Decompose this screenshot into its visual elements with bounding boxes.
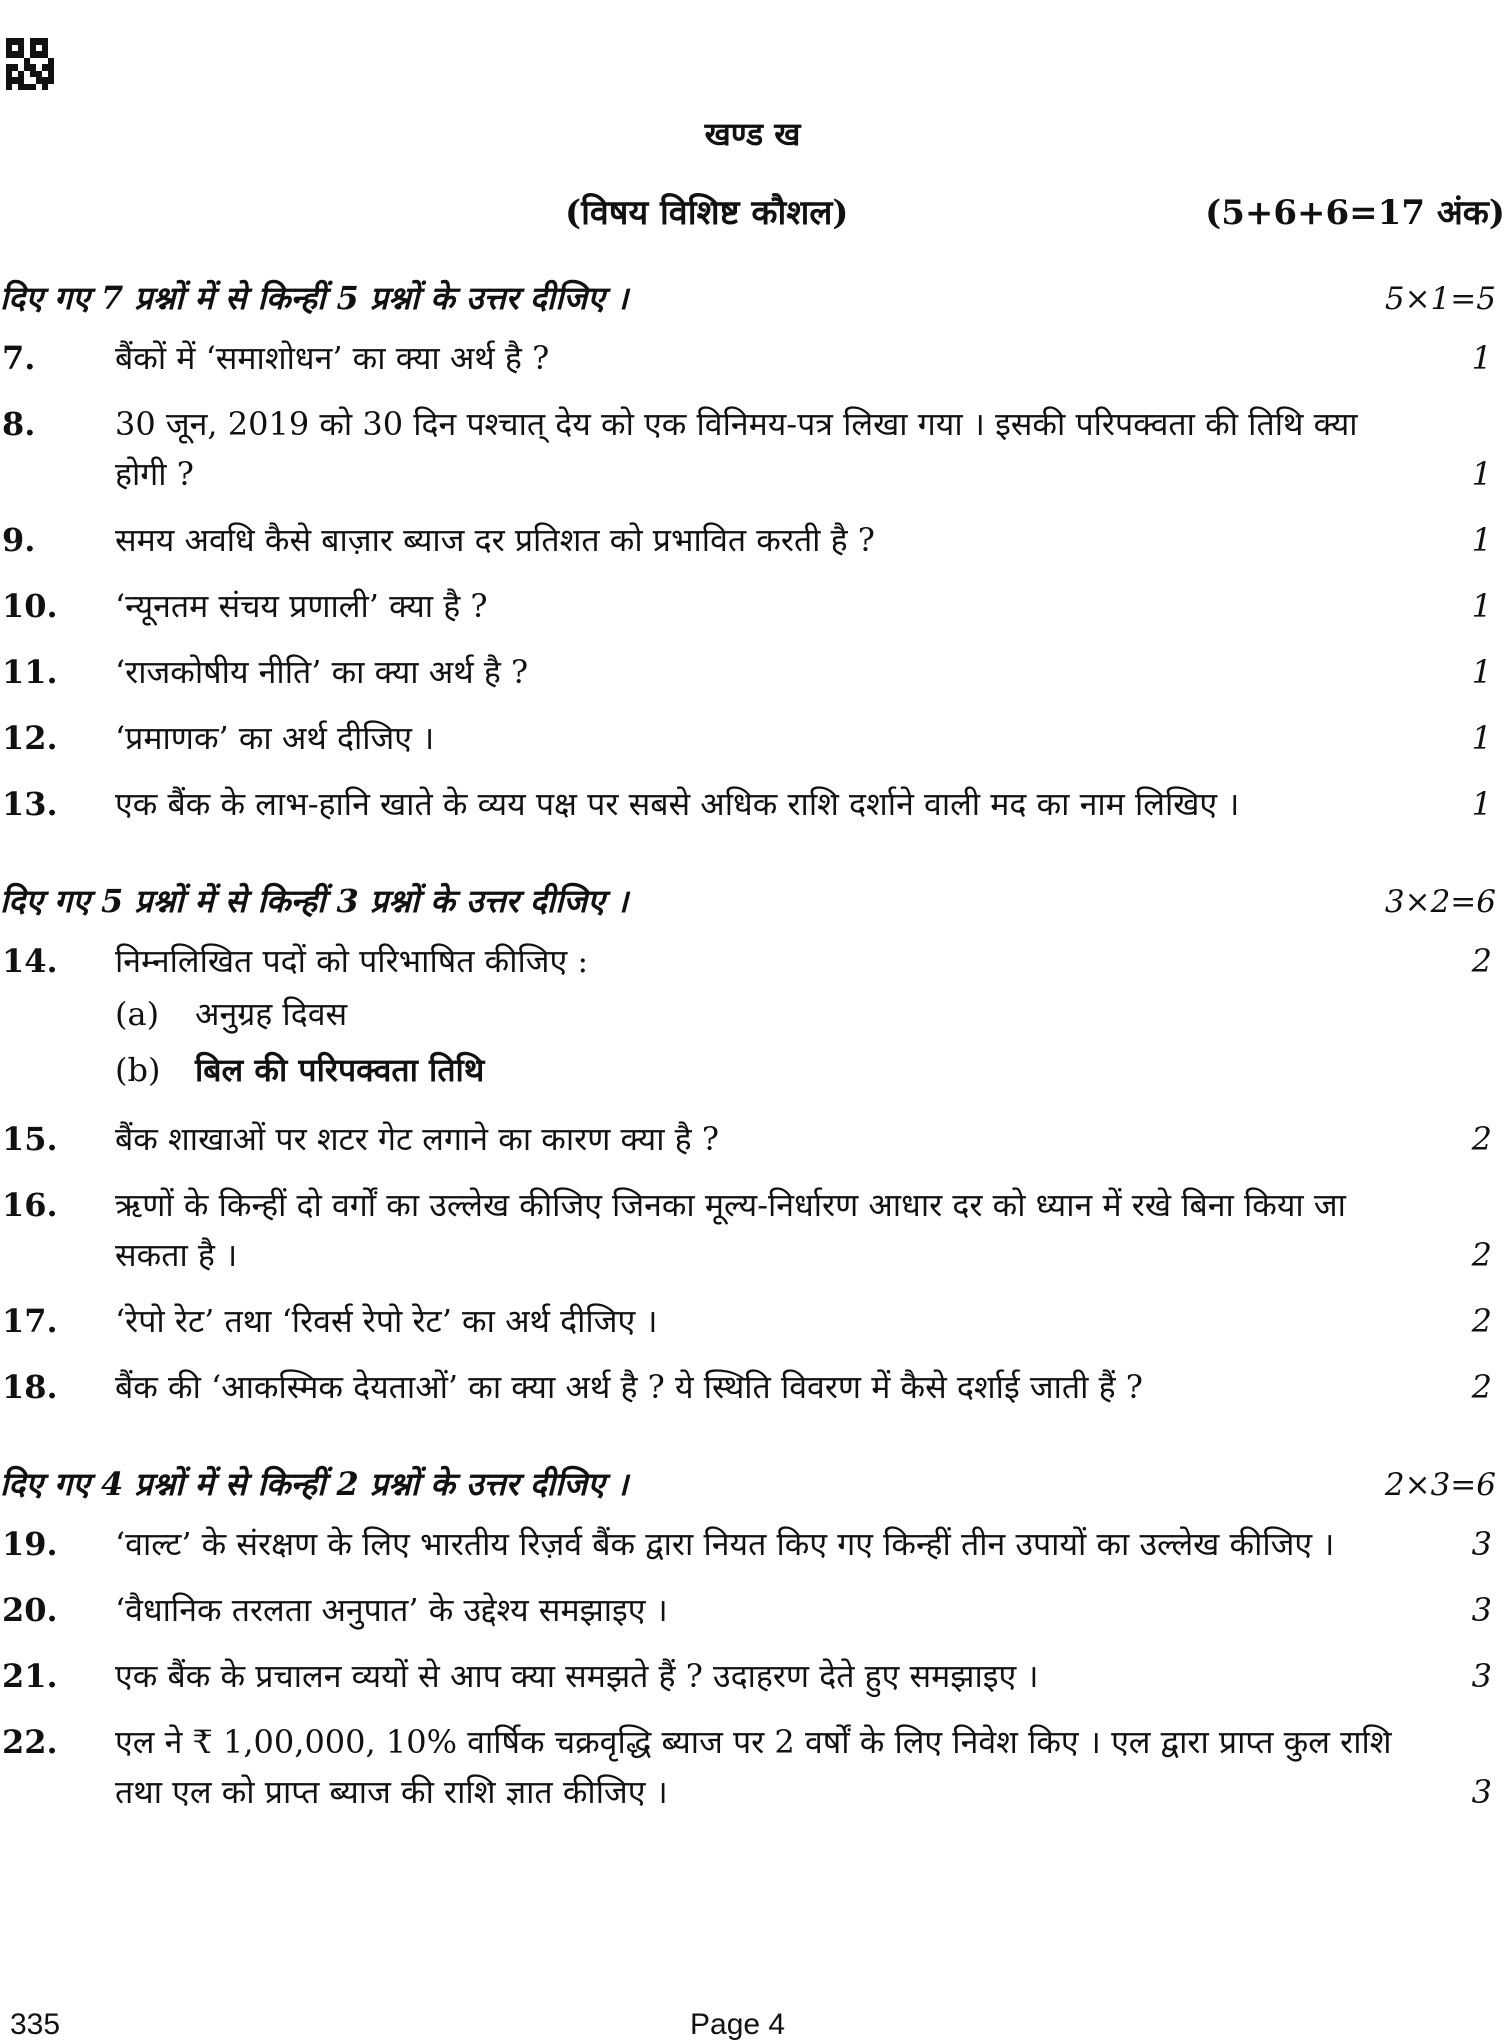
question-number: 17. [2, 1302, 58, 1340]
question-item [0, 515, 1500, 565]
question-mark: 3 [1471, 1591, 1492, 1629]
question-number: 21. [2, 1657, 58, 1695]
question-text: ‘न्यूनतम संचय प्रणाली’ क्या है ? [115, 587, 488, 625]
question-mark: 1 [1471, 785, 1492, 823]
question-mark: 1 [1471, 587, 1492, 625]
question-item [0, 1717, 1500, 1817]
question-number: 9. [2, 521, 36, 559]
question-item [0, 581, 1500, 631]
question-mark: 1 [1471, 653, 1492, 691]
question-text: बैंकों में ‘समाशोधन’ का क्या अर्थ है ? [115, 339, 550, 377]
question-text: एक बैंक के प्रचालन व्ययों से आप क्या समझते हैं ? उदाहरण देते हुए समझाइए । [115, 1657, 1039, 1695]
question-number: 12. [2, 719, 58, 757]
question-mark: 3 [1471, 1773, 1492, 1811]
question-number: 19. [2, 1525, 58, 1563]
question-mark: 1 [1471, 521, 1492, 559]
sub-question [0, 986, 1500, 1042]
question-mark: 1 [1471, 339, 1492, 377]
question-number: 13. [2, 785, 58, 823]
question-mark: 2 [1471, 1120, 1492, 1158]
group-instruction [0, 276, 1500, 319]
question-number: 7. [2, 339, 36, 377]
question-mark: 3 [1471, 1657, 1492, 1695]
question-number: 18. [2, 1368, 58, 1406]
question-mark: 1 [1471, 455, 1492, 493]
marks-allocation: 5×1=5 [1384, 281, 1496, 317]
question-item [0, 399, 1500, 499]
question-number: 10. [2, 587, 58, 625]
question-number: 8. [2, 405, 36, 443]
question-text: बैंक शाखाओं पर शटर गेट लगाने का कारण क्या है ? [115, 1120, 719, 1158]
question-item [0, 333, 1500, 383]
question-number: 16. [2, 1186, 58, 1224]
question-item [0, 713, 1500, 763]
instruction-text: दिए गए 4 प्रश्नों में से किन्हीं 2 प्रश्नों के उत्तर दीजिए । [0, 1465, 629, 1503]
total-marks: (5+6+6=17 अंक) [1205, 193, 1505, 233]
question-item [0, 647, 1500, 697]
instruction-text: दिए गए 5 प्रश्नों में से किन्हीं 3 प्रश्नों के उत्तर दीजिए । [0, 882, 629, 920]
question-text: ‘वाल्ट’ के संरक्षण के लिए भारतीय रिज़र्व बैंक द्वारा नियत किए गए किन्हीं तीन उपायों का उल्लेख कीजिए । [115, 1525, 1335, 1563]
question-mark: 2 [1471, 942, 1492, 980]
question-mark: 2 [1471, 1236, 1492, 1274]
instruction-text: दिए गए 7 प्रश्नों में से किन्हीं 5 प्रश्नों के उत्तर दीजिए । [0, 279, 629, 317]
sub-question-label: (b) [115, 1051, 161, 1089]
question-text: ऋणों के किन्हीं दो वर्गों का उल्लेख कीजिए जिनका मूल्य-निर्धारण आधार दर को ध्यान में रखे बिना किया जा सकता है । [115, 1186, 1346, 1274]
group-instruction [0, 1462, 1500, 1505]
sub-question-label: (a) [115, 995, 160, 1033]
question-item [0, 1114, 1500, 1164]
question-mark: 1 [1471, 719, 1492, 757]
group-instruction [0, 879, 1500, 922]
question-number: 15. [2, 1120, 58, 1158]
qr-code-icon [6, 38, 54, 90]
question-text: 30 जून, 2019 को 30 दिन पश्चात् देय को एक विनिमय-पत्र लिखा गया । इसकी परिपक्वता की तिथि क्या होगी ? [115, 405, 1358, 493]
question-item [0, 1651, 1500, 1701]
question-text: समय अवधि कैसे बाज़ार ब्याज दर प्रतिशत को प्रभावित करती है ? [115, 521, 875, 559]
question-text: ‘राजकोषीय नीति’ का क्या अर्थ है ? [115, 653, 529, 691]
question-mark: 2 [1471, 1302, 1492, 1340]
question-item [0, 1180, 1500, 1280]
question-number: 20. [2, 1591, 58, 1629]
question-item [0, 936, 1500, 986]
question-text: ‘वैधानिक तरलता अनुपात’ के उद्देश्य समझाइए । [115, 1591, 668, 1629]
paper-code: 335 [10, 2008, 61, 2041]
question-item [0, 1519, 1500, 1569]
question-item [0, 1585, 1500, 1635]
question-text: एल ने ₹ 1,00,000, 10% वार्षिक चक्रवृद्धि ब्याज पर 2 वर्षों के लिए निवेश किए । एल द्वारा प्राप्त कुल राशि तथा एल को प्राप्त ब्याज की राशि ज्ञात कीजिए । [115, 1723, 1392, 1811]
question-text: एक बैंक के लाभ-हानि खाते के व्यय पक्ष पर सबसे अधिक राशि दर्शाने वाली मद का नाम लिखिए । [115, 785, 1240, 823]
question-mark: 2 [1471, 1368, 1492, 1406]
page-number: Page 4 [690, 2008, 786, 2041]
marks-allocation: 3×2=6 [1384, 884, 1496, 920]
sub-question [0, 1042, 1500, 1098]
question-number: 14. [2, 942, 58, 980]
question-number: 11. [2, 653, 58, 691]
sub-question-text: अनुग्रह दिवस [195, 995, 348, 1033]
question-text: ‘रेपो रेट’ तथा ‘रिवर्स रेपो रेट’ का अर्थ दीजिए । [115, 1302, 658, 1340]
question-item [0, 1296, 1500, 1346]
section-subtitle: (विषय विशिष्ट कौशल) [565, 193, 849, 233]
question-item [0, 779, 1500, 829]
question-list [0, 276, 1500, 1833]
question-mark: 3 [1471, 1525, 1492, 1563]
question-text: बैंक की ‘आकस्मिक देयताओं’ का क्या अर्थ है ? ये स्थिति विवरण में कैसे दर्शाई जाती हैं ? [115, 1368, 1143, 1406]
question-number: 22. [2, 1723, 58, 1761]
section-title: खण्ड ख [704, 115, 801, 153]
question-text: ‘प्रमाणक’ का अर्थ दीजिए । [115, 719, 435, 757]
question-item [0, 1362, 1500, 1412]
marks-allocation: 2×3=6 [1384, 1467, 1496, 1503]
question-text: निम्नलिखित पदों को परिभाषित कीजिए : [115, 942, 589, 980]
sub-question-text: बिल की परिपक्वता तिथि [195, 1051, 485, 1089]
